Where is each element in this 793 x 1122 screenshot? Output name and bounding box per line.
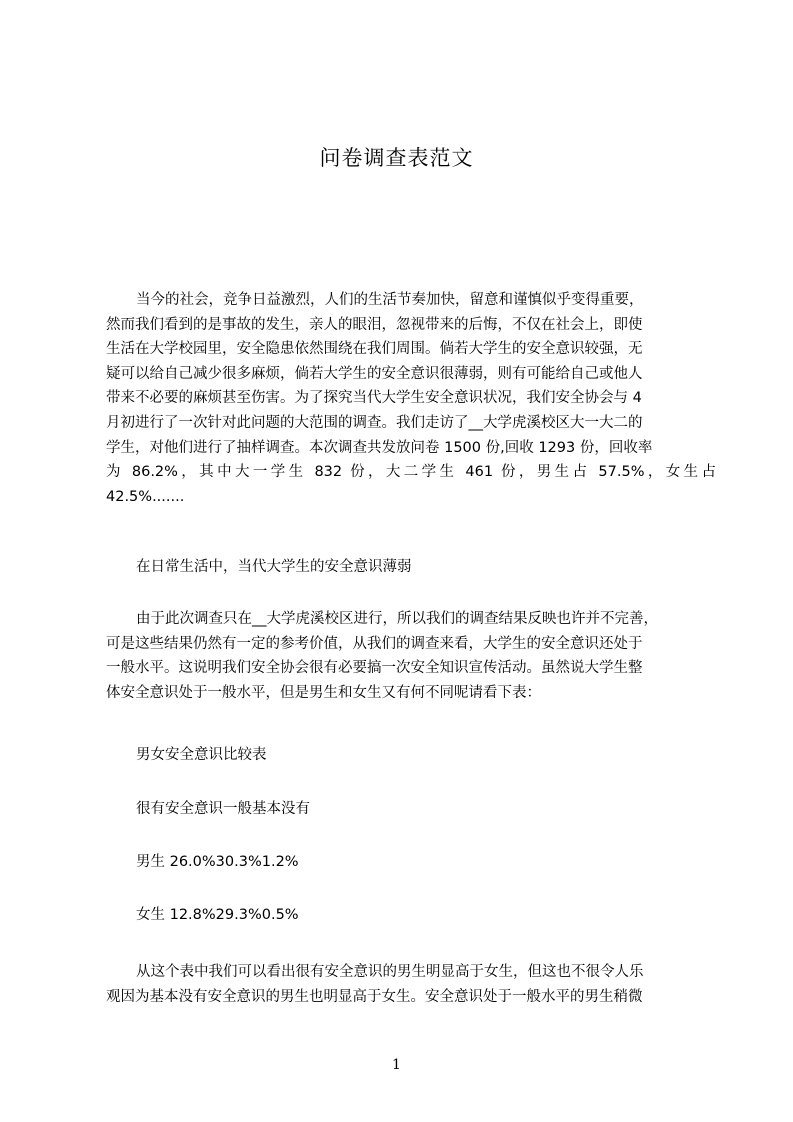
conclusion-paragraph <box>106 960 716 1009</box>
paragraph-line: 为 86.2%，其中大一学生 832 份，大二学生 461 份，男生占 57.5%，女生占 <box>106 464 716 481</box>
document-title: 问卷调查表范文 <box>319 146 474 170</box>
paragraph-line: 生活在大学校园里，安全隐患依然围绕在我们周围。倘若大学生的安全意识较强，无 <box>106 341 643 358</box>
paragraph-line: 从这个表中我们可以看出很有安全意识的男生明显高于女生，但这也不很令人乐 <box>136 964 644 980</box>
paragraph-line: 疑可以给自己减少很多麻烦，倘若大学生的安全意识很薄弱，则有可能给自己或他人 <box>106 365 643 382</box>
page-number: 1 <box>392 1057 401 1073</box>
paragraph-line: 可是这些结果仍然有一定的参考价值，从我们的调查来看，大学生的安全意识还处于 <box>106 635 643 652</box>
table-caption: 男女安全意识比较表 <box>136 747 267 763</box>
analysis-paragraph <box>106 607 716 705</box>
paragraph-line: 42.5%....... <box>106 488 185 505</box>
paragraph-line: 由于此次调查只在__大学虎溪校区进行，所以我们的调查结果反映也许并不完善， <box>136 611 658 627</box>
intro-paragraph <box>106 288 716 509</box>
section-heading: 在日常生活中，当代大学生的安全意识薄弱 <box>136 559 412 575</box>
paragraph-line: 月初进行了一次针对此问题的大范围的调查。我们走访了__大学虎溪校区大一大二的 <box>106 414 643 431</box>
paragraph-line: 带来不必要的麻烦甚至伤害。为了探究当代大学生安全意识状况，我们安全协会与 4 <box>106 390 642 407</box>
paragraph-line: 观因为基本没有安全意识的男生也明显高于女生。安全意识处于一般水平的男生稍微 <box>106 988 643 1005</box>
table-row-female: 女生 12.8%29.3%0.5% <box>136 907 299 923</box>
table-row-male: 男生 26.0%30.3%1.2% <box>136 854 299 870</box>
paragraph-line: 当今的社会，竞争日益激烈，人们的生活节奏加快，留意和谨慎似乎变得重要， <box>136 292 644 308</box>
table-header: 很有安全意识一般基本没有 <box>136 801 310 817</box>
paragraph-line: 学生，对他们进行了抽样调查。本次调查共发放问卷 1500 份,回收 1293 份，回收率 <box>106 439 653 456</box>
paragraph-line: 一般水平。这说明我们安全协会很有必要搞一次安全知识宣传活动。虽然说大学生整 <box>106 660 643 677</box>
paragraph-line: 体安全意识处于一般水平，但是男生和女生又有何不同呢请看下表： <box>106 684 541 701</box>
paragraph-line: 然而我们看到的是事故的发生，亲人的眼泪，忽视带来的后悔，不仅在社会上，即使 <box>106 316 643 333</box>
